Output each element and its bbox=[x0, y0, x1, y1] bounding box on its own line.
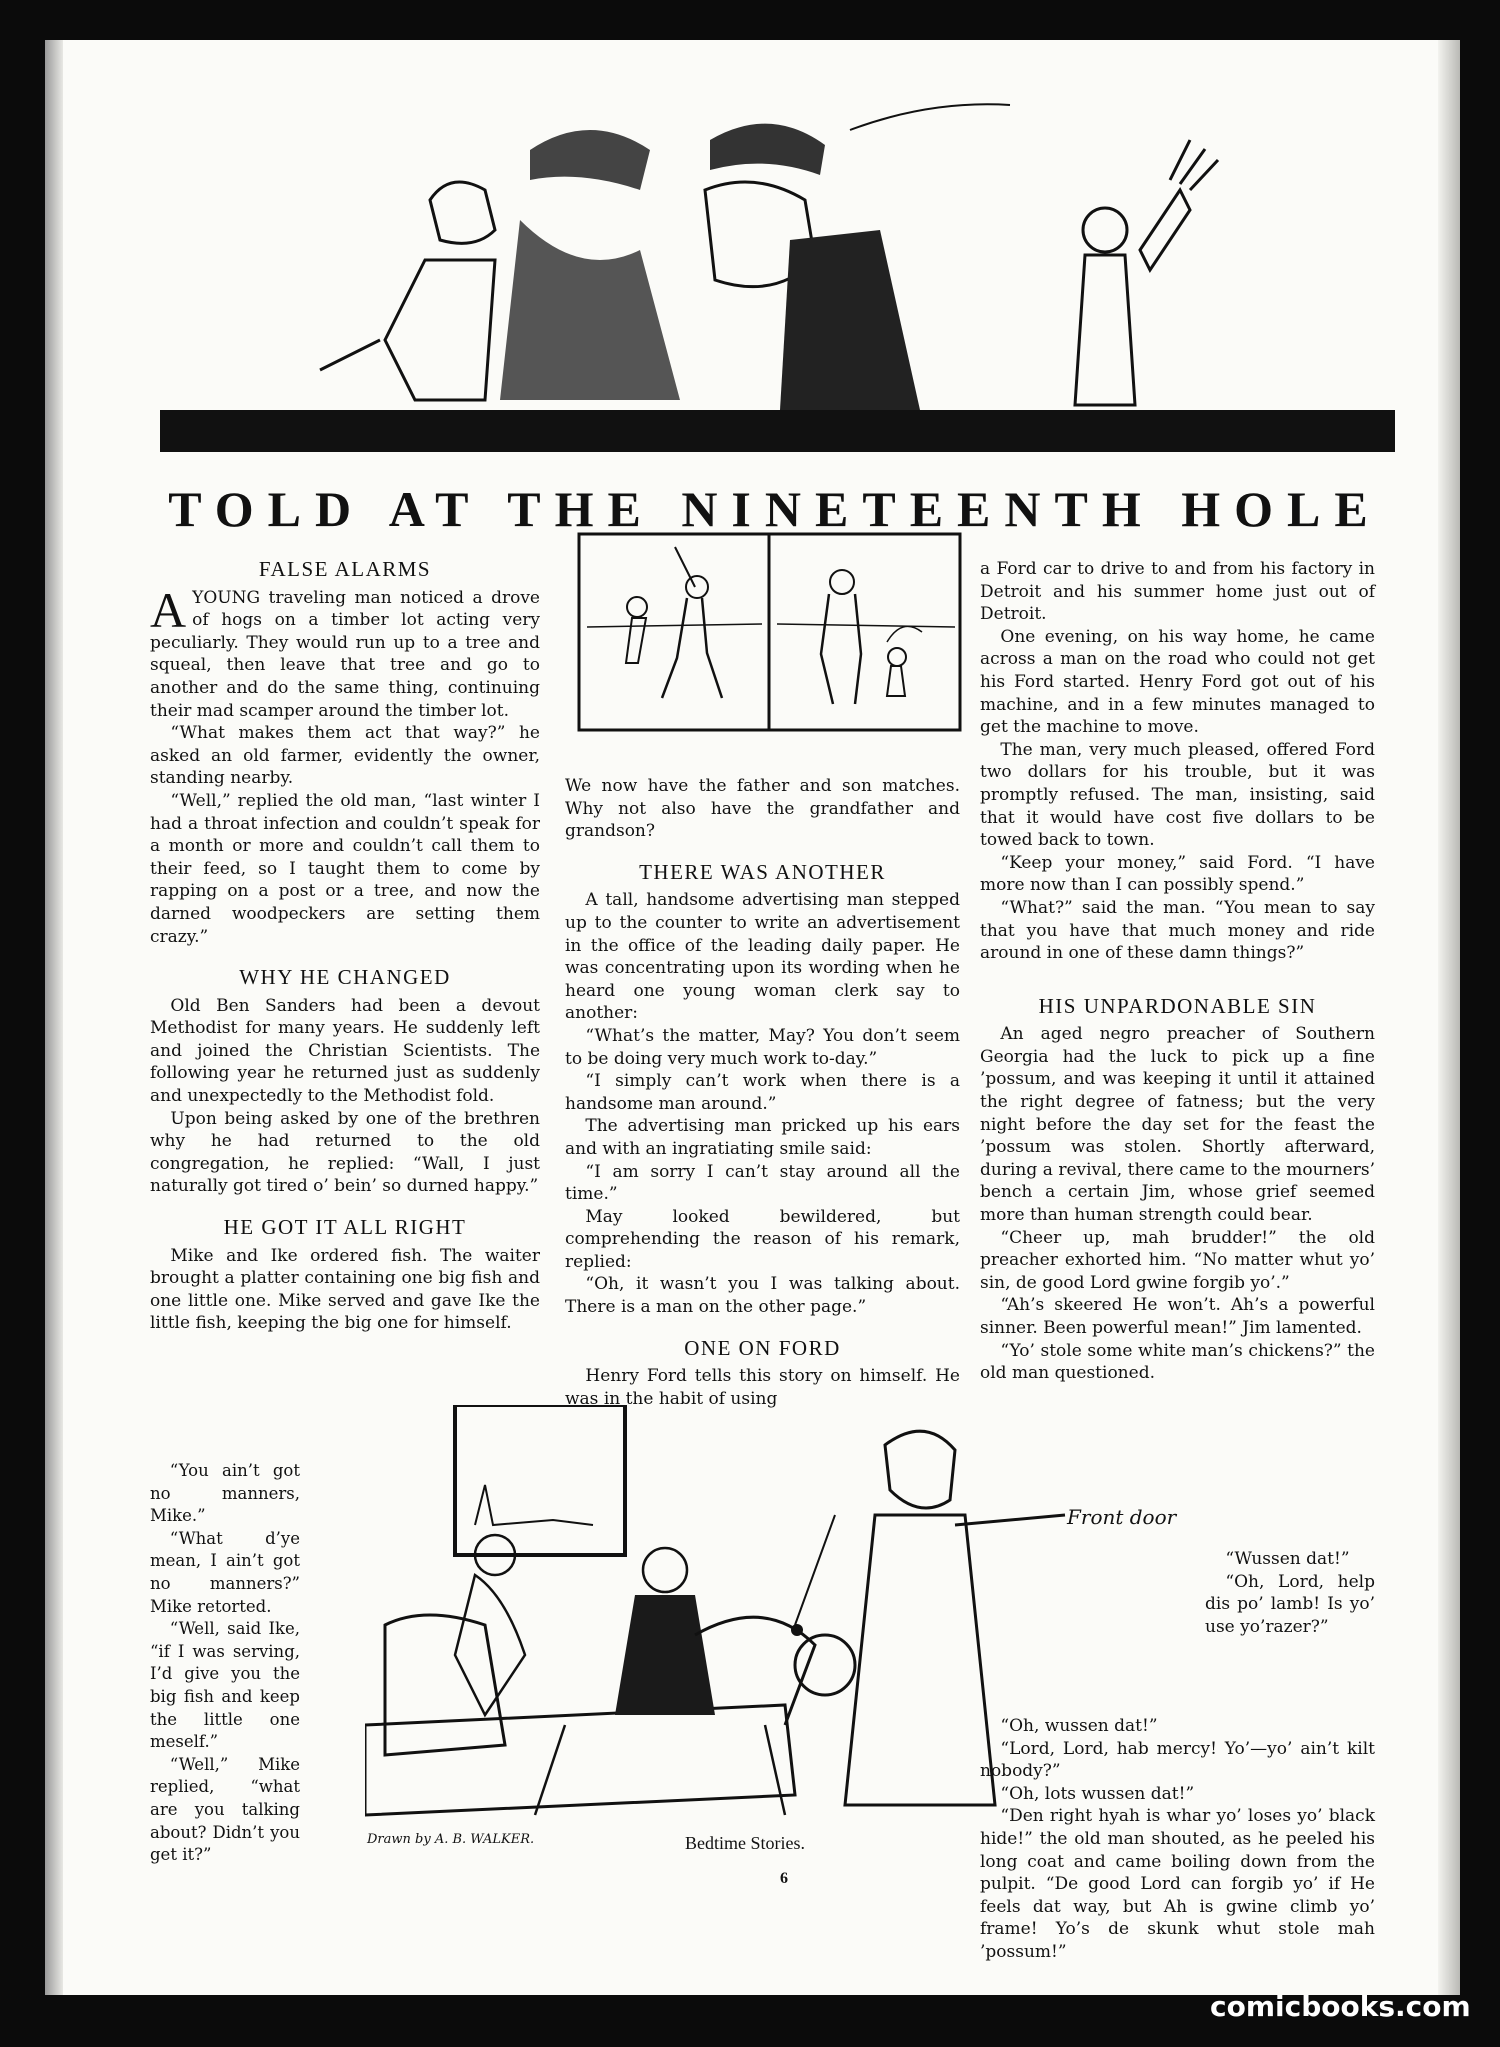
story-paragraph: “Well,” replied the old man, “last winter I had a throat infection and couldn’t speak for a month or more and couldn’t call them to their feed, so I taught them to come by rapping on a post or a tree, and now the darned woodpeckers are setting them crazy.” bbox=[150, 790, 540, 947]
story-paragraph: A tall, handsome advertising man stepped up to the counter to write an advertisement in the office of the leading daily paper. He was concentrating upon its wording when he heard one young woman clerk say to another: bbox=[565, 890, 960, 1024]
story-paragraph: “Well,” Mike replied, “what are you talking about? Didn’t you get it?” bbox=[150, 1754, 300, 1865]
story-paragraph: “Keep your money,” said Ford. “I have more now than I can possibly spend.” bbox=[980, 852, 1375, 896]
page-edge bbox=[1438, 40, 1460, 1995]
story-paragraph: “What’s the matter, May? You don’t seem to be doing very much work to-day.” bbox=[565, 1025, 960, 1069]
story-paragraph: Old Ben Sanders had been a devout Methodist for many years. He suddenly left and joined the Christian Scientists. The following year he returned just as suddenly and unexpectedly to the Methodist fold. bbox=[150, 995, 540, 1107]
story-paragraph: “Yo’ stole some white man’s chickens?” the old man questioned. bbox=[980, 1340, 1375, 1384]
story-paragraph: “You ain’t got no manners, Mike.” bbox=[150, 1461, 300, 1526]
story-title-he-got-it-all-right: HE GOT IT ALL RIGHT bbox=[223, 1215, 467, 1240]
column-1 bbox=[150, 558, 540, 1335]
front-door-label: Front door bbox=[1067, 1505, 1177, 1529]
story-paragraph: One evening, on his way home, he came across a man on the road who could not get his Ford started. Henry Ford got out of his machine, and in a few minutes managed to get the machine to move. bbox=[980, 626, 1375, 738]
story-title-why-he-changed: WHY HE CHANGED bbox=[239, 965, 451, 990]
column-1-narrow bbox=[150, 1460, 300, 1867]
story-paragraph: An aged negro preacher of Southern Georgia had the luck to pick up a fine ’possum, and was keeping it until it attained the right degree of fatness; but the very night before the day set for the feast the ’possum was stolen. Shortly afterward, during a revival, there came to the mourners’ bench a certain Jim, whose grief seemed more than human strength could bear. bbox=[980, 1024, 1375, 1226]
story-paragraph: Henry Ford tells this story on himself. He was in the habit of using bbox=[565, 1366, 960, 1409]
drop-cap: A bbox=[150, 581, 187, 638]
story-paragraph: “Well, said Ike, “if I was serving, I’d give you the big fish and keep the little one meself.” bbox=[150, 1619, 300, 1752]
column-3-narrow bbox=[1205, 1548, 1375, 1638]
story-title-there-was-another: THERE WAS ANOTHER bbox=[639, 859, 886, 884]
story-paragraph: Mike and Ike ordered fish. The waiter brought a platter containing one big fish and one little one. Mike served and gave Ike the little fish, keeping the big one for himself. bbox=[150, 1245, 540, 1334]
story-paragraph: “What d’ye mean, I ain’t got no manners?” Mike retorted. bbox=[150, 1528, 300, 1616]
column-3 bbox=[980, 558, 1375, 1385]
page-title: TOLD AT THE NINETEENTH HOLE bbox=[168, 481, 1382, 537]
illustration-credit: Drawn by A. B. WALKER. bbox=[367, 1832, 535, 1847]
illustration-caption: Bedtime Stories. bbox=[685, 1833, 805, 1853]
story-paragraph: May looked bewildered, but comprehending the reason of his remark, replied: bbox=[565, 1206, 960, 1272]
bedtime-stories-illustration bbox=[365, 1405, 1205, 1825]
story-paragraph: “What makes them act that way?” he asked an old farmer, evidently the owner, standing nearby. bbox=[150, 723, 540, 789]
story-paragraph: “Lord, Lord, hab mercy! Yo’—yo’ ain’t kilt nobody?” bbox=[980, 1738, 1375, 1782]
watermark: comicbooks.com bbox=[1210, 1990, 1471, 2023]
golf-cartoon bbox=[577, 532, 962, 732]
story-title-his-unpardonable-sin: HIS UNPARDONABLE SIN bbox=[1038, 993, 1317, 1018]
story-paragraph: “Cheer up, mah brudder!” the old preacher exhorted him. “No matter whut yo’ sin, de good Lord gwine forgib yo’.” bbox=[980, 1227, 1375, 1293]
magazine-page bbox=[45, 40, 1460, 1995]
story-paragraph: “I am sorry I can’t stay around all the time.” bbox=[565, 1161, 960, 1205]
story-paragraph: “Wussen dat!” bbox=[1225, 1549, 1350, 1569]
golf-cartoon-caption: We now have the father and son matches. Why not also have the grandfather and grandson? bbox=[565, 776, 960, 842]
story-paragraph: “Den right hyah is whar yo’ loses yo’ black hide!” the old man shouted, as he peeled his long coat and came boiling down from the pulpit. “De good Lord can forgib yo’ if He feels dat way, but Ah is gwine climb yo’ frame! Yo’s de skunk whut stole mah ’possum!” bbox=[980, 1806, 1375, 1962]
story-paragraph: “What?” said the man. “You mean to say that you have that much money and ride around in one of these damn things?” bbox=[980, 897, 1375, 964]
golfers-illustration bbox=[150, 80, 1400, 465]
story-paragraph: “Oh, Lord, help dis po’ lamb! Is yo’ use yo’razer?” bbox=[1205, 1571, 1375, 1637]
story-paragraph: The man, very much pleased, offered Ford two dollars for his trouble, but it was promptly refused. The man, insisting, said that it would have cost five dollars to be towed back to town. bbox=[980, 739, 1375, 851]
paragraph-text: YOUNG traveling man noticed a drove of hogs on a timber lot acting very peculiarly. They would run up to a tree and squeal, then leave that tree and go to another and do the same thing, continuing their mad scamper around the timber lot. bbox=[150, 587, 540, 721]
story-title-one-on-ford: ONE ON FORD bbox=[684, 1335, 841, 1360]
story-paragraph: The advertising man pricked up his ears and with an ingratiating smile said: bbox=[565, 1116, 960, 1159]
story-paragraph: “I simply can’t work when there is a handsome man around.” bbox=[565, 1071, 960, 1114]
story-title-false-alarms: FALSE ALARMS bbox=[258, 557, 432, 581]
story-paragraph: a Ford car to drive to and from his factory in Detroit and his summer home just out of Detroit. bbox=[980, 559, 1375, 625]
story-paragraph: “Oh, it wasn’t you I was talking about. There is a man on the other page.” bbox=[565, 1274, 960, 1318]
story-paragraph bbox=[150, 581, 540, 723]
story-paragraph: Upon being asked by one of the brethren why he had returned to the old congregation, he replied: “Wall, I just naturally got tired o’ bein’ so durned happy.” bbox=[150, 1108, 540, 1197]
story-paragraph: “Oh, wussen dat!” bbox=[1000, 1716, 1158, 1736]
binding-gutter bbox=[45, 40, 63, 1995]
story-paragraph: “Ah’s skeered He won’t. Ah’s a powerful sinner. Been powerful mean!” Jim lamented. bbox=[980, 1295, 1375, 1338]
page-number: 6 bbox=[780, 1870, 788, 1887]
story-paragraph: “Oh, lots wussen dat!” bbox=[1000, 1783, 1195, 1804]
column-2 bbox=[565, 775, 960, 1410]
